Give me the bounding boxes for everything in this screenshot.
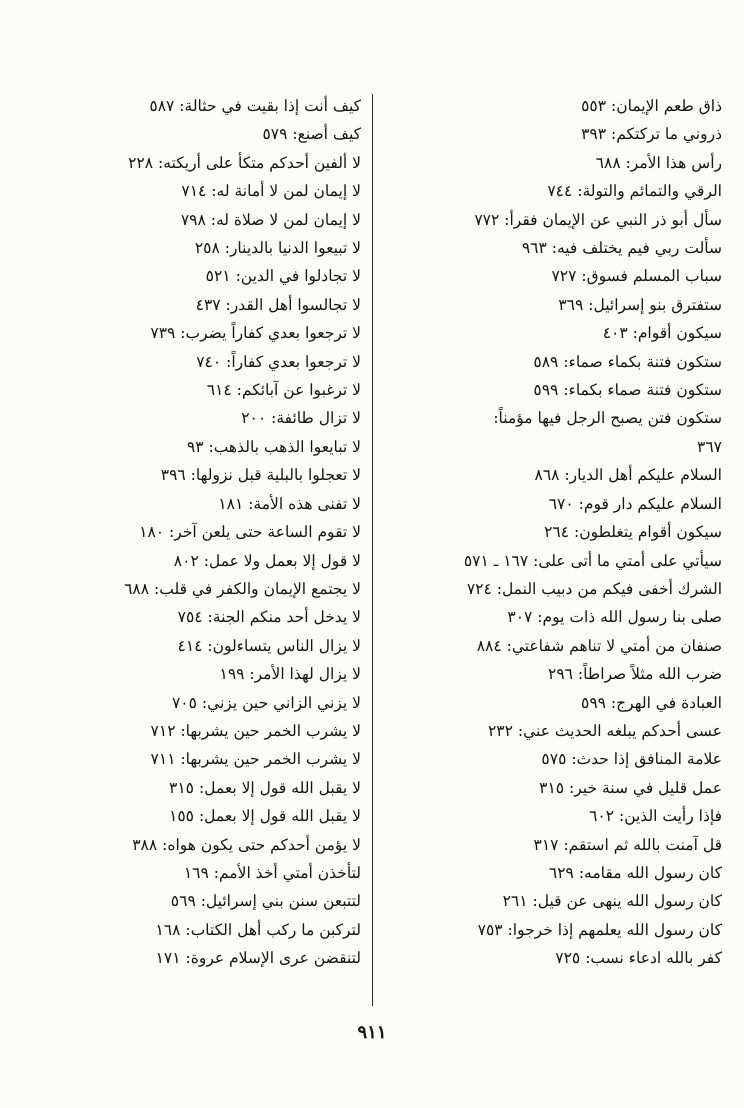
- index-entry: السلام عليكم أهل الديار: ٨٦٨: [534, 466, 722, 485]
- index-entry: ٣٦٧: [697, 437, 722, 456]
- index-entry: كيف أنت إذا بقيت في حثالة: ٥٨٧: [149, 97, 361, 115]
- index-entry: علامة المنافق إذا حدث: ٥٧٥: [541, 750, 722, 769]
- index-entry: سيأتي على أمتي ما أتى على: ١٦٧ ـ ٥٧١: [463, 551, 722, 570]
- index-entry: لا ألفين أحدكم متكأ على أريكته: ٢٢٨: [128, 153, 361, 172]
- index-entry: ذاق طعم الإيمان: ٥٥٣: [581, 97, 722, 115]
- index-entry: لا تقوم الساعة حتى يلعن آخر: ١٨٠: [139, 523, 361, 542]
- index-entry: لا تجالسوا أهل القدر: ٤٣٧: [195, 295, 361, 314]
- index-entry: لا تفنى هذه الأمة: ١٨١: [218, 494, 361, 513]
- index-entry: لا تبايعوا الذهب بالذهب: ٩٣: [186, 437, 361, 456]
- page-number: ٩١١: [357, 1022, 387, 1043]
- index-entry: لا تزال طائفة: ٢٠٠: [241, 409, 361, 428]
- index-entry: لا تجادلوا في الدين: ٥٢١: [205, 267, 361, 286]
- index-entry: لا إيمان لمن لا صلاة له: ٧٩٨: [180, 210, 361, 229]
- index-entry: كان رسول الله مقامه: ٦٢٩: [548, 863, 722, 882]
- index-column-left: [31, 92, 361, 973]
- index-entry: رأس هذا الأمر: ٦٨٨: [595, 153, 722, 172]
- index-entry: ضرب الله مثلاً صراطاً: ٢٩٦: [548, 665, 722, 684]
- index-entry: الرقي والتمائم والتولة: ٧٤٤: [547, 182, 722, 201]
- index-entry: عمل قليل في سنة خير: ٣١٥: [539, 778, 722, 797]
- index-entry: سباب المسلم فسوق: ٧٢٧: [551, 267, 722, 286]
- index-entry: كان رسول الله يعلمهم إذا خرجوا: ٧٥٣: [477, 920, 722, 939]
- column-divider: [372, 94, 373, 1006]
- index-entry: العبادة في الهرج: ٥٩٩: [581, 693, 722, 712]
- index-entry: صلى بنا رسول الله ذات يوم: ٣٠٧: [507, 608, 722, 627]
- index-entry: ستكون فتنة بكماء صماء: ٥٨٩: [533, 352, 722, 371]
- index-entry: لا تبيعوا الدنيا بالدينار: ٢٥٨: [194, 239, 361, 258]
- index-entry: ستكون فتنة صماء بكماء: ٥٩٩: [533, 381, 722, 400]
- index-entry: لا يشرب الخمر حين يشربها: ٧١١: [150, 750, 361, 769]
- index-entry: لا يقبل الله قول إلا بعمل: ٣١٥: [169, 778, 361, 797]
- index-entry: لا يزال الناس يتساءلون: ٤١٤: [177, 636, 361, 655]
- index-entry: ستكون فتن يصبح الرجل فيها مؤمناً:: [493, 409, 722, 428]
- index-entry: لتركبن ما ركب أهل الكتاب: ١٦٨: [155, 920, 361, 939]
- index-entry: لا ترجعوا بعدي كفاراً: ٧٤٠: [196, 352, 361, 371]
- index-entry: كان رسول الله ينهى عن قيل: ٢٦١: [502, 892, 722, 911]
- index-entry: كفر بالله ادعاء نسب: ٧٢٥: [555, 949, 722, 968]
- index-entry: سيكون أقوام: ٤٠٣: [602, 324, 722, 343]
- index-entry: لا يدخل أحد منكم الجنة: ٧٥٤: [177, 608, 361, 627]
- index-entry: السلام عليكم دار قوم: ٦٧٠: [548, 494, 722, 513]
- index-entry: لا تعجلوا بالبلية قبل نزولها: ٣٩٦: [160, 466, 361, 485]
- index-entry: لا يشرب الخمر حين يشربها: ٧١٢: [150, 721, 361, 740]
- index-entry: لا قول إلا بعمل ولا عمل: ٨٠٢: [173, 551, 361, 570]
- index-entry: لا يقبل الله قول إلا بعمل: ١٥٥: [169, 807, 361, 826]
- index-entry: سيكون أقوام يتغلطون: ٢٦٤: [544, 523, 722, 542]
- index-entry: سأل أبو ذر النبي عن الإيمان فقرأ: ٧٧٢: [474, 210, 722, 229]
- index-entry: لا يزني الزاني حين يزني: ٧٠٥: [171, 693, 361, 712]
- index-entry: ستفترق بنو إسرائيل: ٣٦٩: [558, 295, 722, 314]
- index-entry: لا يزال لهذا الأمر: ١٩٩: [219, 665, 361, 684]
- index-entry: لا ترجعوا بعدي كفاراً يضرب: ٧٣٩: [150, 324, 361, 343]
- index-entry: كيف أصنع: ٥٧٩: [262, 125, 361, 144]
- index-entry: لتنقضن عرى الإسلام عروة: ١٧١: [155, 949, 361, 968]
- index-entry: عسى أحدكم يبلغه الحديث عني: ٢٣٢: [487, 721, 722, 740]
- index-entry: لا يؤمن أحدكم حتى يكون هواه: ٣٨٨: [132, 835, 361, 854]
- index-entry: لتتبعن سنن بني إسرائيل: ٥٦٩: [170, 892, 361, 911]
- index-entry: لا إيمان لمن لا أمانة له: ٧١٤: [181, 182, 361, 201]
- index-entry: الشرك أخفى فيكم من دبيب النمل: ٧٢٤: [466, 579, 722, 598]
- index-column-right: [404, 92, 722, 973]
- index-entry: ذروني ما تركتكم: ٣٩٣: [581, 125, 722, 144]
- index-entry: صنفان من أمتي لا تناهم شفاعتي: ٨٨٤: [476, 636, 722, 655]
- index-entry: قل آمنت بالله ثم استقم: ٣١٧: [533, 835, 722, 854]
- index-entry: فإذا رأيت الذين: ٦٠٢: [589, 807, 722, 826]
- index-entry: لا يجتمع الإيمان والكفر في قلب: ٦٨٨: [124, 579, 361, 598]
- index-entry: لتأخذن أمتي أخذ الأمم: ١٦٩: [183, 863, 361, 882]
- index-entry: سألت ربي فيم يختلف فيه: ٩٦٣: [521, 239, 722, 258]
- index-entry: لا ترغبوا عن آبائكم: ٦١٤: [206, 381, 361, 400]
